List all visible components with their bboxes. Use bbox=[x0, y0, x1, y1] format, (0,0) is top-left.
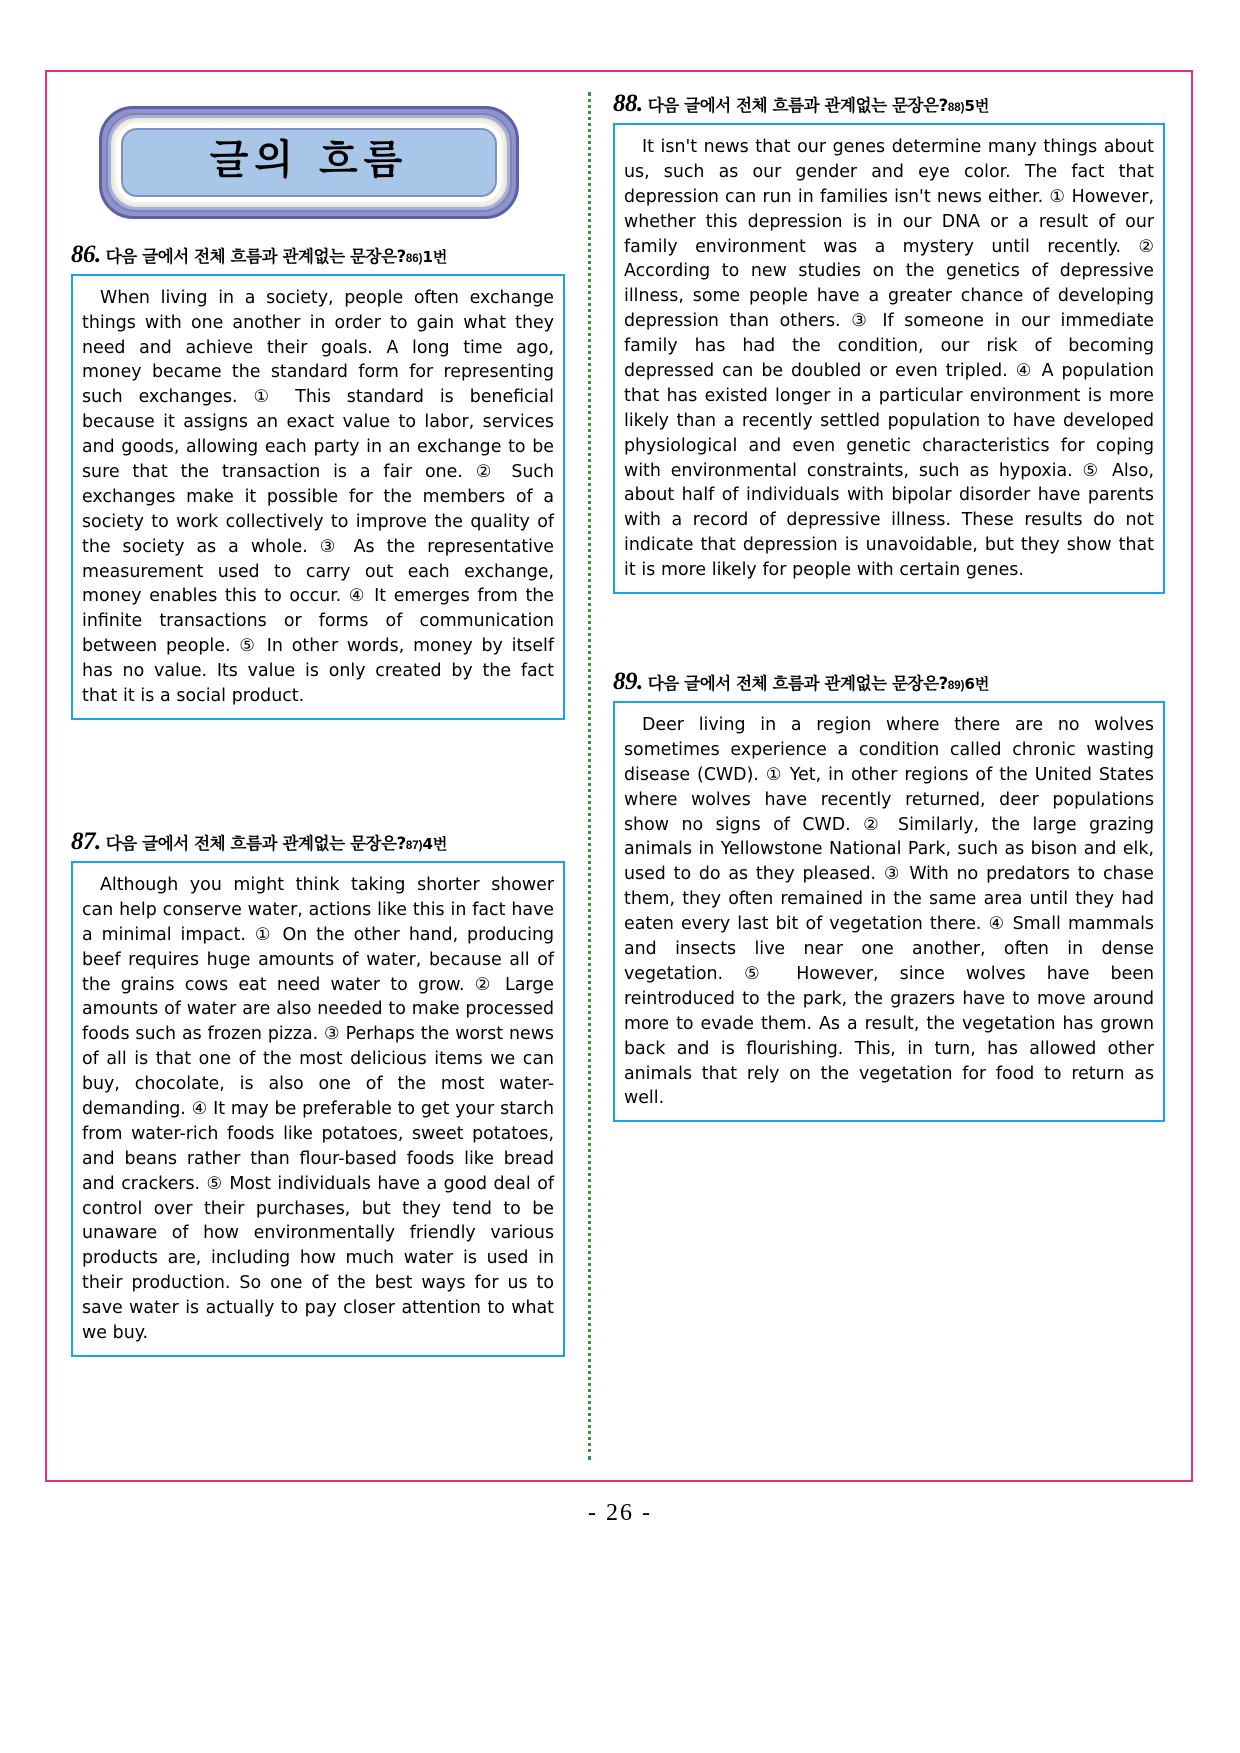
passage-box-86 bbox=[71, 274, 565, 720]
question-tail-89: 6번 bbox=[964, 675, 990, 694]
question-heading-86 bbox=[71, 241, 565, 269]
question-footnote-87: 87) bbox=[405, 839, 423, 852]
question-number-87: 87. bbox=[71, 827, 101, 855]
question-number-86: 86. bbox=[71, 240, 101, 268]
question-footnote-88: 88) bbox=[947, 102, 965, 114]
question-heading-88 bbox=[613, 90, 1165, 118]
page-number: - 26 - bbox=[588, 1500, 652, 1526]
question-tail-87: 4번 bbox=[422, 834, 448, 853]
question-prompt-87: 다음 글에서 전체 흐름과 관계없는 문장은? bbox=[105, 833, 406, 853]
question-footnote-86: 86) bbox=[405, 252, 423, 265]
spacer-88-89 bbox=[613, 594, 1165, 668]
question-prompt-86: 다음 글에서 전체 흐름과 관계없는 문장은? bbox=[105, 246, 406, 266]
right-column bbox=[603, 70, 1191, 1482]
question-heading-87 bbox=[71, 828, 565, 856]
banner-inner bbox=[121, 128, 497, 197]
question-prompt-88: 다음 글에서 전체 흐름과 관계없는 문장은? bbox=[647, 96, 948, 115]
divider-dotted-line bbox=[588, 92, 591, 1460]
passage-box-89 bbox=[613, 701, 1165, 1122]
question-heading-89 bbox=[613, 668, 1165, 696]
question-tail-86: 1번 bbox=[422, 247, 448, 266]
column-divider bbox=[575, 70, 603, 1482]
question-number-88: 88. bbox=[613, 90, 643, 117]
passage-text-88: It isn't news that our genes determine many things about us, such as our gender and eye color. The fact that depression can run in families isn't news either. ① However, whether this depression is in our DNA or a result of our family environment was a mystery until recently. ② According to new studies on the genetics of depressive illness, some people have a greater chance of developing depression than others. ③ If someone in our immediate family has had the condition, our risk of becoming depressed can be doubled or even tripled. ④ A population that has existed longer in a particular environment is more likely than a recently settled population to have developed physiological and even genetic characteristics for coping with environmental constraints, such as hypoxia. ⑤ Also, about half of individuals with bipolar disorder have parents with a record of depressive illness. These results do not indicate that depression is unavoidable, but they show that it is more likely for people with certain genes. bbox=[624, 137, 1154, 581]
passage-text-87: Although you might think taking shorter shower can help conserve water, actions like this in fact have a minimal impact. ① On the other hand, producing beef requires huge amounts of water, because all of the grains cows eat need water to grow. ② Large amounts of water are also needed to make processed foods such as frozen pizza. ③ Perhaps the worst news of all is that one of the most delicious items we can buy, chocolate, is also one of the most water-demanding. ④ It may be preferable to get your starch from water-rich foods like potatoes, sweet potatoes, and beans rather than flour-based foods like bread and crackers. ⑤ Most individuals have a good deal of control over their purchases, but they tend to be unaware of how environmentally friendly various products are, including how much water is used in their production. So one of the best ways for us to save water is actually to pay closer attention to what we buy. bbox=[82, 874, 554, 1343]
question-tail-88: 5번 bbox=[964, 97, 990, 115]
question-prompt-89: 다음 글에서 전체 흐름과 관계없는 문장은? bbox=[647, 674, 948, 694]
page-columns bbox=[45, 70, 1193, 1482]
banner-layer-3 bbox=[111, 118, 507, 207]
spacer-86-87 bbox=[71, 720, 565, 828]
left-column bbox=[45, 70, 575, 1482]
banner-layer-4 bbox=[116, 123, 502, 202]
passage-box-88 bbox=[613, 123, 1165, 594]
question-number-89: 89. bbox=[613, 668, 643, 696]
section-title-text: 글의 흐름 bbox=[209, 137, 409, 183]
passage-text-89: Deer living in a region where there are no wolves sometimes experience a condition called chronic wasting disease (CWD). ① Yet, in other regions of the United States where wolves have recently returned, deer populations show no signs of CWD. ② Similarly, the large grazing animals in Yellowstone National Park, such as bison and elk, used to do as they pleased. ③ With no predators to chase them, they often remained in the same area until they had eaten every last bit of vegetation there. ④ Small mammals and insects live near one another, often in dense vegetation. ⑤ However, since wolves have been reintroduced to the park, the grazers have to move around more to evade them. As a result, the vegetation has grown back and is flourishing. This, in turn, has allowed other animals that rely on the vegetation for food to return as well. bbox=[624, 715, 1154, 1109]
section-title-banner bbox=[99, 106, 519, 219]
passage-box-87 bbox=[71, 861, 565, 1357]
passage-text-86: When living in a society, people often exchange things with one another in order to gain what they need and achieve their goals. A long time ago, money became the standard form for representing such exchanges. ① This standard is beneficial because it assigns an exact value to labor, services and goods, allowing each party in an exchange to be sure that the transaction is a fair one. ② Such exchanges make it possible for the members of a society to work collectively to improve the quality of the society as a whole. ③ As the representative measurement used to carry out each exchange, money enables this to occur. ④ It emerges from the infinite transactions or forms of communication between people. ⑤ In other words, money by itself has no value. Its value is only created by the fact that it is a social product. bbox=[82, 287, 554, 707]
banner-layer-outer bbox=[99, 106, 519, 219]
question-footnote-89: 89) bbox=[947, 680, 965, 693]
banner-layer-2 bbox=[106, 113, 512, 212]
